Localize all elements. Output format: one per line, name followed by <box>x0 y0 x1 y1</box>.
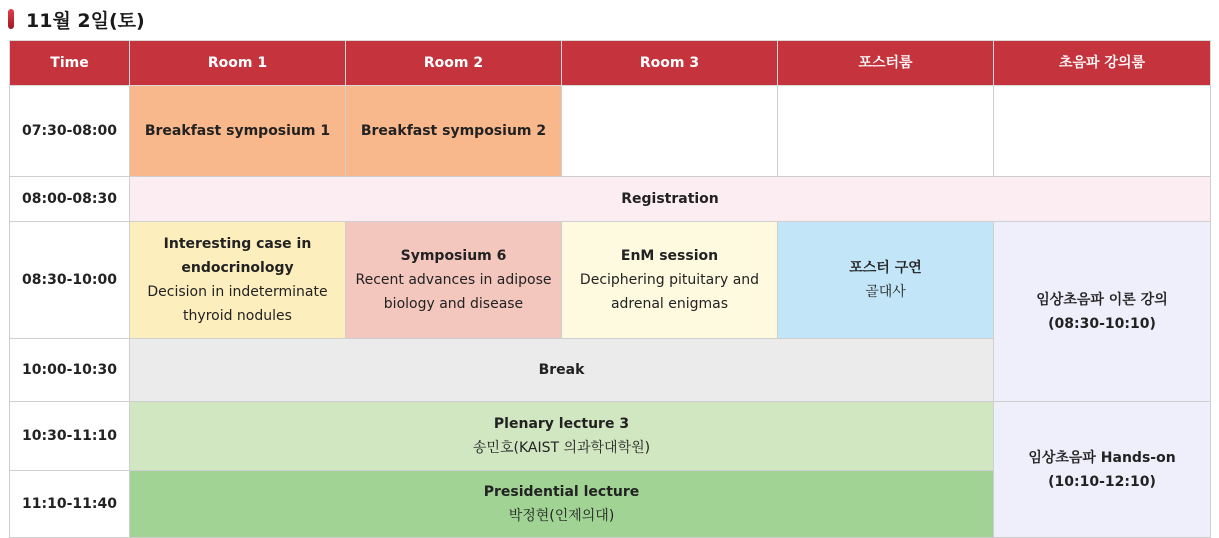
header-time: Time <box>10 41 130 86</box>
header-row <box>10 41 1211 86</box>
enm-session-cell[interactable] <box>562 222 778 339</box>
time-cell: 10:30-11:10 <box>10 402 130 471</box>
session-title: 포스터 구연 <box>849 260 922 276</box>
time-cell: 10:00-10:30 <box>10 339 130 402</box>
ultrasound-hands-on-cell[interactable] <box>994 402 1211 538</box>
session-subtitle: 골대사 <box>865 284 906 300</box>
day-title-text: 11월 2일(토) <box>26 9 145 32</box>
symposium-6-cell[interactable] <box>346 222 562 339</box>
day-marker-icon <box>8 9 14 29</box>
time-cell: 08:00-08:30 <box>10 177 130 222</box>
session-title: Plenary lecture 3 <box>493 416 630 432</box>
table-row <box>10 177 1211 222</box>
session-subtitle: (10:10-12:10) <box>1048 473 1156 490</box>
registration-cell[interactable]: Registration <box>130 177 1211 222</box>
presidential-lecture-cell[interactable] <box>130 471 994 538</box>
plenary-lecture-cell[interactable] <box>130 402 994 471</box>
session-title: 임상초음파 이론 강의 <box>1036 291 1168 308</box>
empty-cell <box>778 86 994 177</box>
interesting-case-cell[interactable] <box>130 222 346 339</box>
header-room-1: Room 1 <box>130 41 346 86</box>
empty-cell <box>994 86 1211 177</box>
breakfast-symposium-2-cell[interactable]: Breakfast symposium 2 <box>346 86 562 177</box>
header-poster-room: 포스터룸 <box>778 41 994 86</box>
poster-oral-cell[interactable] <box>778 222 994 339</box>
time-cell: 11:10-11:40 <box>10 471 130 538</box>
table-row <box>10 86 1211 177</box>
session-subtitle: Deciphering pituitary and adrenal enigmas <box>579 272 760 312</box>
ultrasound-theory-cell[interactable] <box>994 222 1211 402</box>
session-subtitle: Recent advances in adipose biology and disease <box>355 272 552 312</box>
header-ultrasound-room: 초음파 강의룸 <box>994 41 1211 86</box>
session-subtitle: (08:30-10:10) <box>1048 315 1156 332</box>
table-row <box>10 222 1211 339</box>
break-cell[interactable]: Break <box>130 339 994 402</box>
empty-cell <box>562 86 778 177</box>
session-subtitle: Decision in indeterminate thyroid nodules <box>147 284 328 324</box>
header-room-3: Room 3 <box>562 41 778 86</box>
session-title: 임상초음파 Hands-on <box>1028 449 1176 466</box>
header-room-2: Room 2 <box>346 41 562 86</box>
time-cell: 08:30-10:00 <box>10 222 130 339</box>
breakfast-symposium-1-cell[interactable]: Breakfast symposium 1 <box>130 86 346 177</box>
session-title: Symposium 6 <box>400 248 507 264</box>
session-title: EnM session <box>620 248 719 264</box>
time-cell: 07:30-08:00 <box>10 86 130 177</box>
session-subtitle: 박정현(인제의대) <box>508 508 615 524</box>
schedule-table <box>9 40 1211 538</box>
day-title <box>8 6 145 32</box>
table-row <box>10 402 1211 471</box>
session-subtitle: 송민호(KAIST 의과학대학원) <box>472 440 651 456</box>
session-title: Presidential lecture <box>483 484 640 500</box>
session-title: Interesting case in endocrinology <box>163 236 312 276</box>
